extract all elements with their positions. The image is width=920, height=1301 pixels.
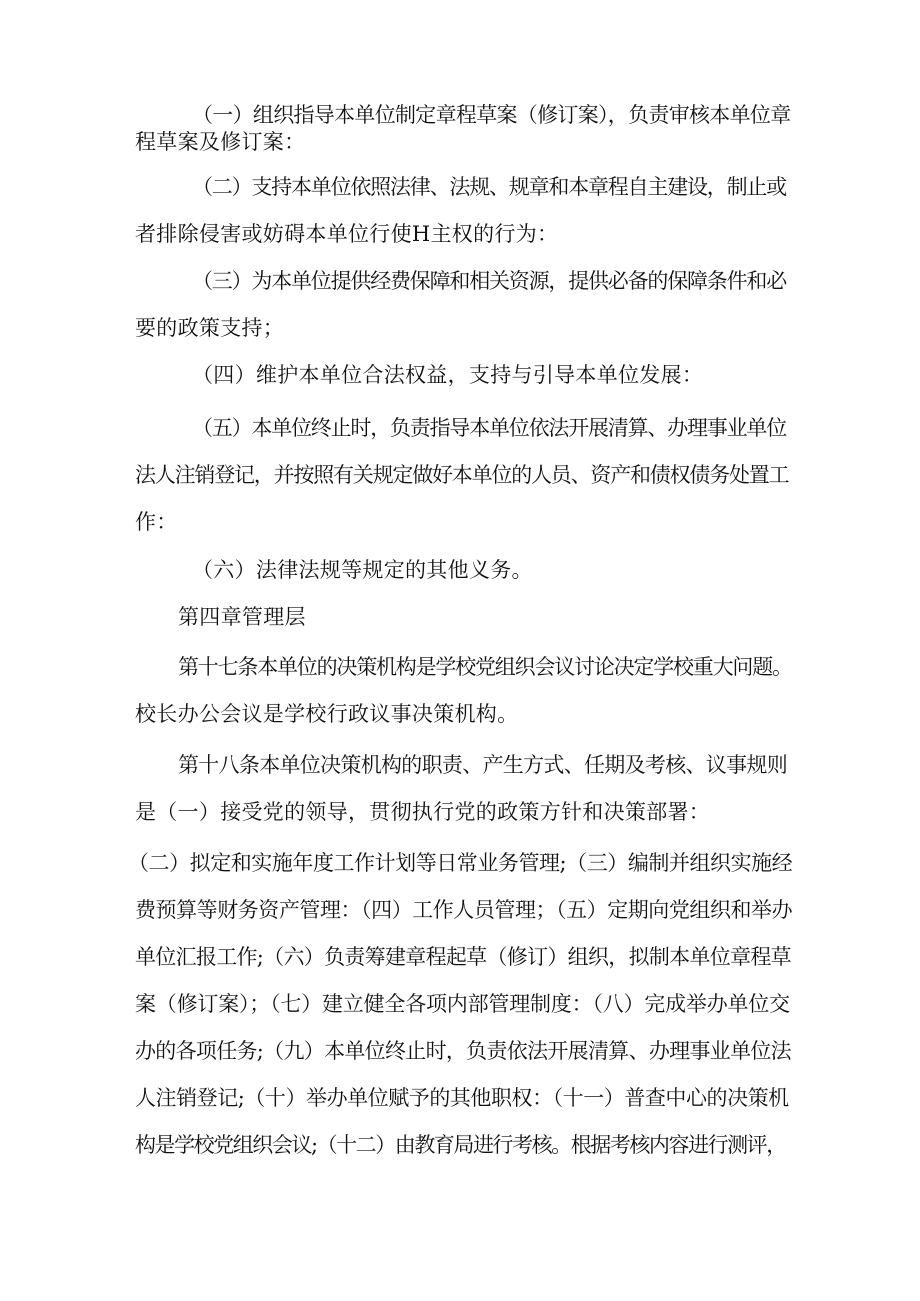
text-line: 第十七条本单位的决策机构是学校党组织会议讨论决定学校重大问题。 [178,655,792,679]
text-line: 单位汇报工作;（六）负责筹建章程起草（修订）组织，拟制本单位章程草 [135,945,791,969]
text-line: 费预算等财务资产管理：（四）工作人员管理；（五）定期向党组织和举办 [135,898,793,922]
text-line: 是（一）接受党的领导，贯彻执行党的政策方针和决策部署： [135,800,711,824]
text-line: （六）法律法规等规定的其他义务。 [192,558,533,582]
text-line: （三）为本单位提供经费保障和相关资源，提供必备的保障条件和必 [192,269,786,293]
text-line: 者排除侵害或妨碍本单位行使H主权的行为： [135,222,559,246]
text-line: 校长办公会议是学校行政议事决策机构。 [135,702,519,726]
text-line: 案（修订案）；（七）建立健全各项内部管理制度：（八）完成举办单位交 [135,992,790,1016]
text-line: （四）维护本单位合法权益，支持与引导本单位发展： [192,363,704,387]
text-line: 第十八条本单位决策机构的职责、产生方式、任期及考核、议事规则 [178,753,787,777]
text-line: （一）组织指导本单位制定章程草案（修订案），负责审核本单位章 [192,103,791,127]
text-line: 程草案及修订案： [135,130,306,154]
text-line: 办的各项任务;（九）本单位终止时，负责依法开展清算、办理事业单位法 [135,1039,791,1063]
text-line: 要的政策支持； [135,316,285,340]
text-line: （二）拟定和实施年度工作计划等日常业务管理;（三）编制并组织实施经 [128,851,793,875]
text-line: 作： [135,510,178,534]
chapter-heading: 第四章管理层 [178,605,306,629]
text-line: 法人注销登记，并按照有关规定做好本单位的人员、资产和债权债务处置工 [135,463,789,487]
text-line: 构是学校党组织会议;（十二）由教育局进行考核。根据考核内容进行测评， [135,1133,786,1157]
text-line: （二）支持本单位依照法律、法规、规章和本章程自主建设，制止或 [192,175,786,199]
text-line: 人注销登记;（十）举办单位赋予的其他职权：（十一）普查中心的决策机 [135,1086,789,1110]
text-line: （五）本单位终止时，负责指导本单位依法开展清算、办理事业单位 [192,416,786,440]
